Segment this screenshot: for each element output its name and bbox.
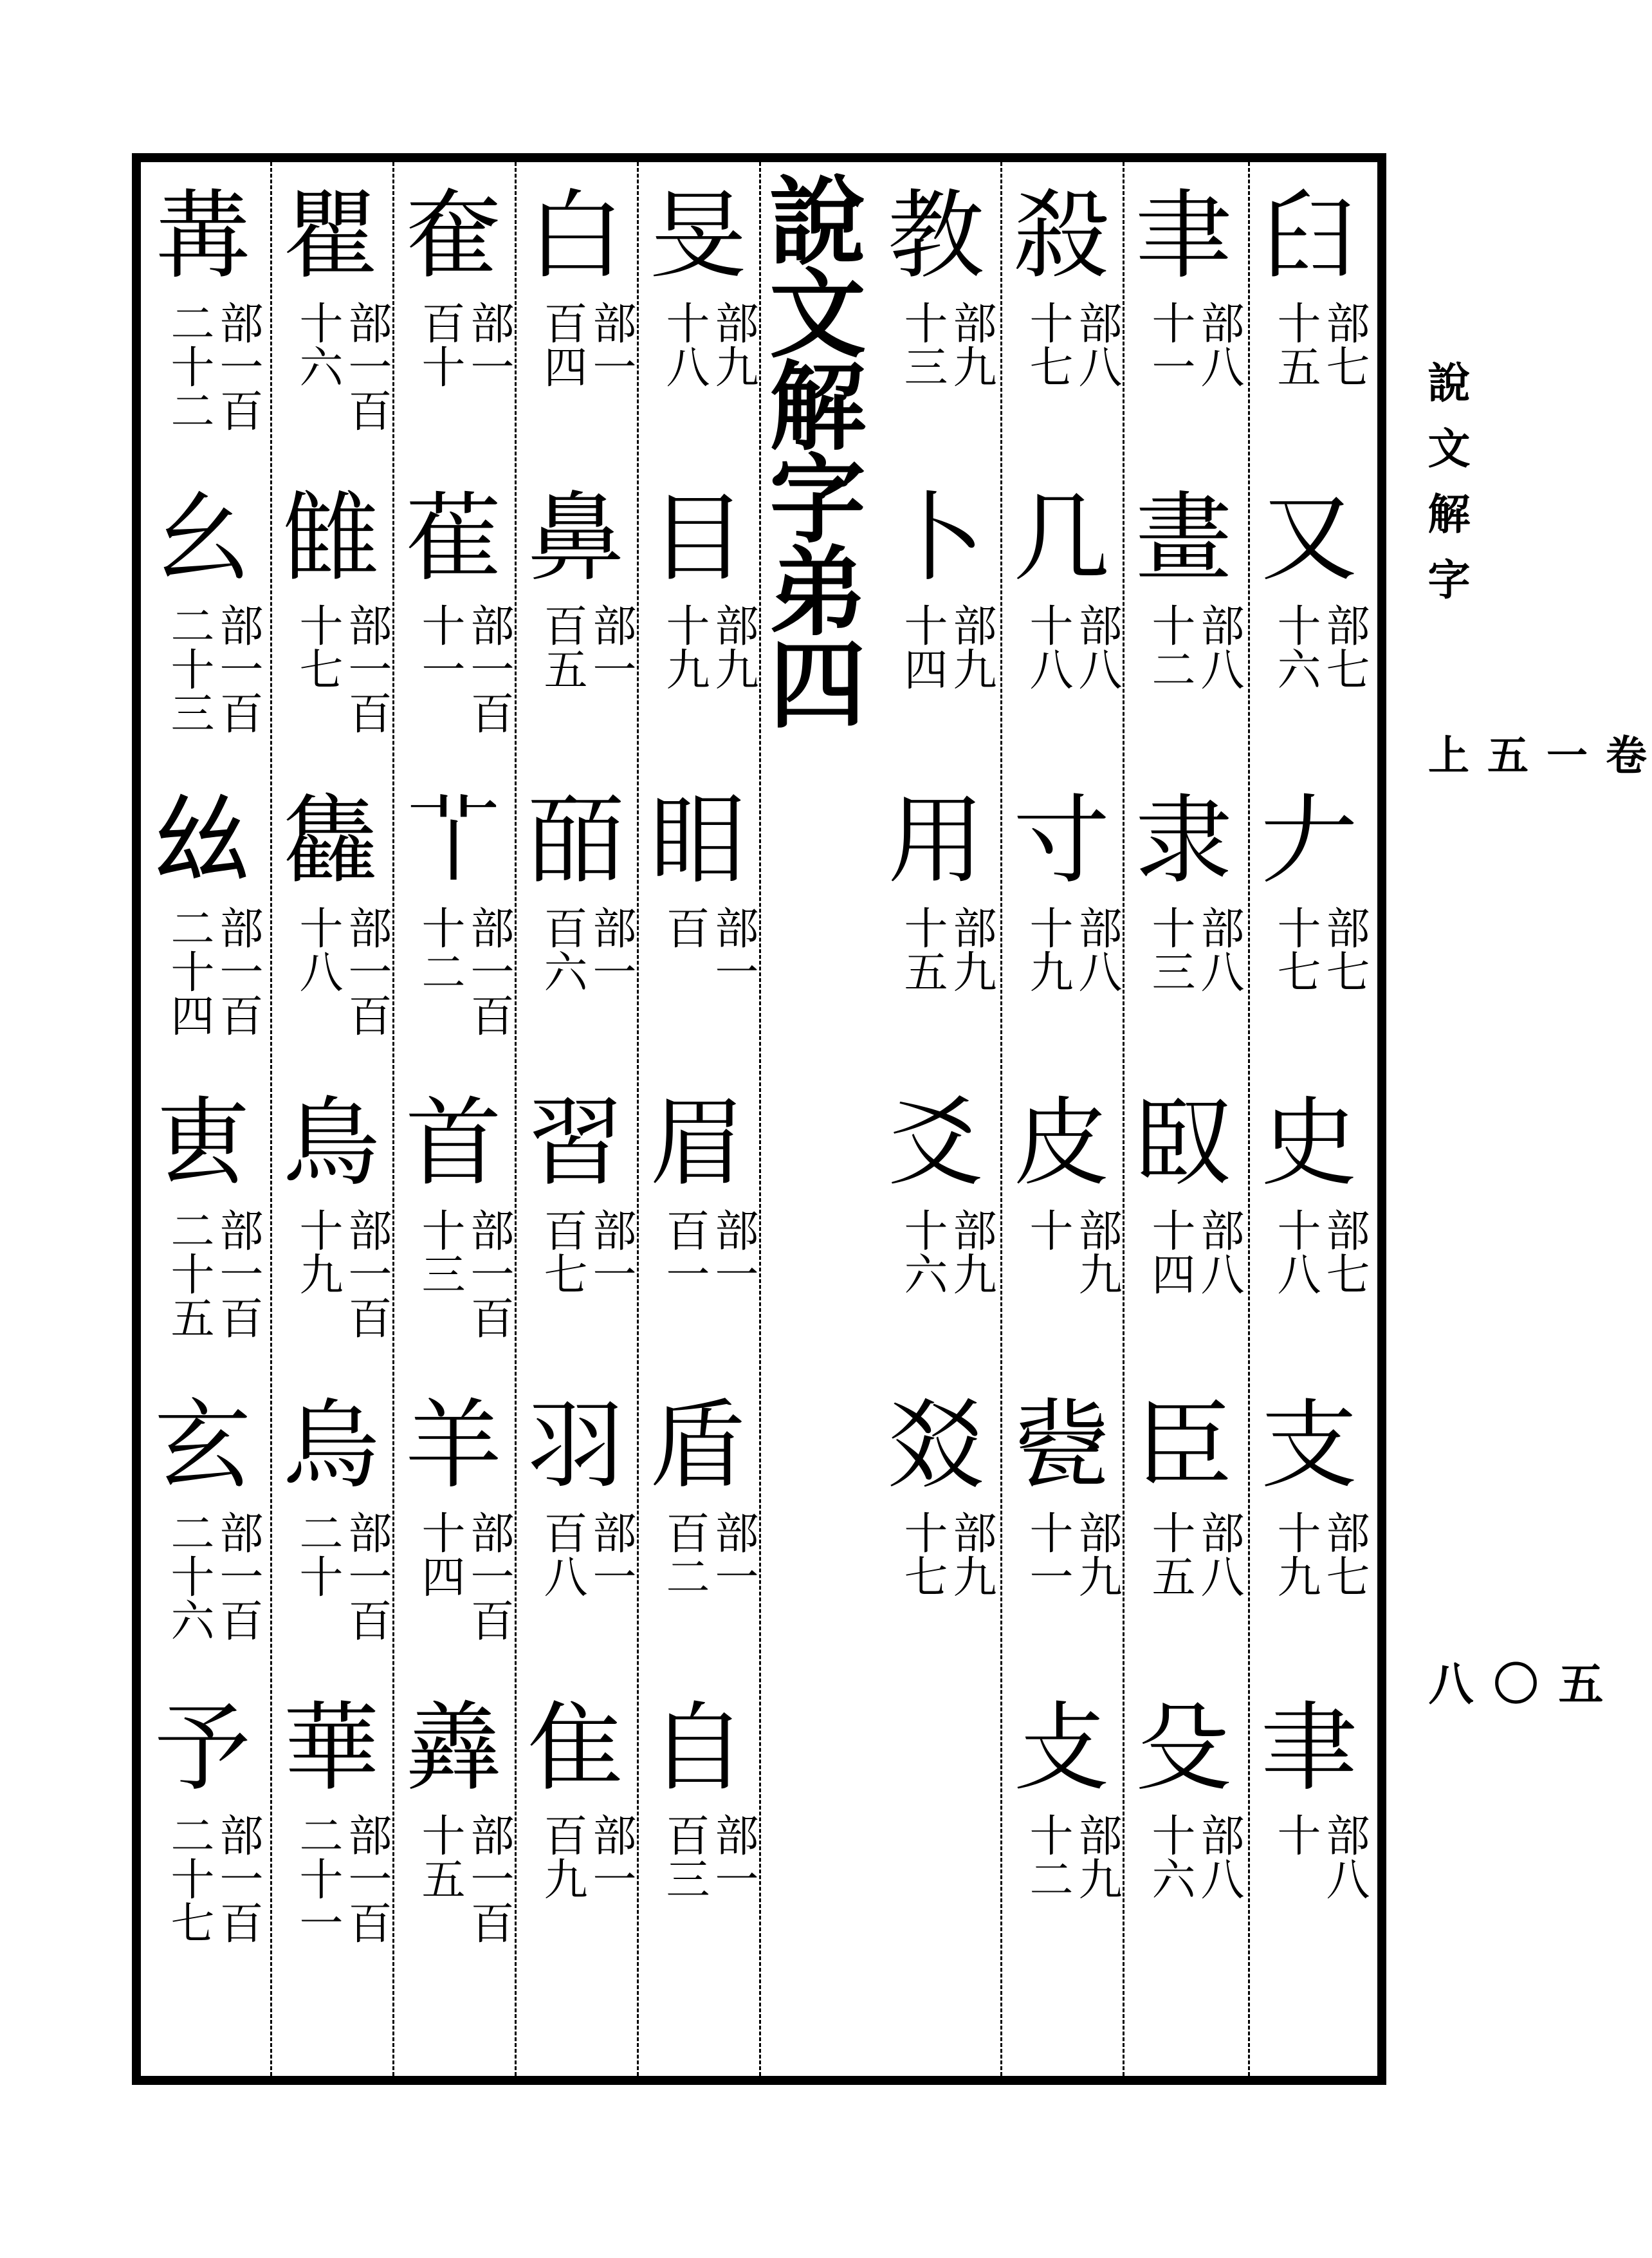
chapter-title-column — [753, 171, 868, 726]
radical-column — [637, 162, 759, 2076]
radical-number-a: 部一 — [585, 1510, 636, 1598]
seal-character: 奞 — [405, 180, 502, 292]
radical-number-a: 部九 — [946, 1510, 996, 1598]
radical-entry — [515, 1692, 637, 2003]
radical-number-b: 二十五 — [163, 1208, 214, 1339]
radical-number-a: 部一百 — [341, 1208, 392, 1339]
seal-character: 支 — [1260, 1390, 1357, 1502]
radical-entry — [637, 483, 759, 793]
radical-number-b: 百三 — [659, 1813, 710, 1900]
radical-entry — [392, 785, 515, 1095]
seal-character: 羽 — [527, 1390, 624, 1502]
seal-character: 華 — [282, 1692, 380, 1804]
radical-number-b: 十四 — [897, 603, 948, 690]
radical-entry — [515, 785, 637, 1095]
radical-entry — [1000, 180, 1123, 490]
radical-number-a: 部八 — [1193, 1208, 1244, 1295]
seal-character: 𠂇 — [1260, 785, 1357, 897]
margin-volume: 卷一五上 — [1421, 734, 1647, 775]
seal-character: 㸚 — [887, 1390, 984, 1502]
radical-number-b: 十一 — [414, 603, 465, 690]
seal-character: 習 — [527, 1087, 624, 1199]
radical-entry — [270, 1390, 392, 1700]
seal-character: 目 — [649, 483, 746, 595]
radical-entry — [1248, 1087, 1370, 1398]
chapter-title: 說文解字弟四 — [753, 171, 866, 726]
radical-number-a: 部一百 — [463, 1813, 514, 1944]
seal-character: 史 — [1260, 1087, 1357, 1199]
seal-character: 䀠 — [649, 785, 746, 897]
radical-number-b: 十五 — [1144, 1510, 1195, 1598]
radical-entry — [142, 1692, 264, 2003]
radical-entry — [270, 483, 392, 793]
radical-entry — [515, 180, 637, 490]
radical-number-b: 十六 — [897, 1208, 948, 1295]
margin-book-title: 說文解字 — [1420, 360, 1471, 623]
radical-number-a: 部八 — [1071, 603, 1122, 690]
radical-number-b: 十三 — [1144, 905, 1195, 993]
radical-entry — [1248, 180, 1370, 490]
radical-entry — [637, 180, 759, 490]
radical-number-a: 部一 — [585, 905, 636, 993]
radical-number-a: 部一百 — [463, 1208, 514, 1339]
radical-number-a: 部九 — [946, 1208, 996, 1295]
radical-number-b: 十五 — [414, 1813, 465, 1900]
radical-column — [1248, 162, 1370, 2076]
radical-number-b: 十三 — [897, 301, 948, 388]
seal-character: 臤 — [1135, 1087, 1232, 1199]
radical-number-a: 部八 — [1319, 1813, 1370, 1900]
radical-number-b: 百十 — [414, 301, 465, 388]
seal-character: 予 — [154, 1692, 251, 1804]
seal-character: 烏 — [282, 1390, 380, 1502]
radical-number-a: 部八 — [1193, 603, 1244, 690]
radical-entry — [875, 180, 997, 490]
radical-number-a: 部一百 — [341, 603, 392, 734]
radical-entry — [142, 483, 264, 793]
seal-character: 羴 — [405, 1692, 502, 1804]
seal-character: 瞿 — [282, 180, 380, 292]
radical-entry — [1000, 483, 1123, 793]
radical-number-a: 部一百 — [341, 905, 392, 1037]
radical-number-a: 部七 — [1319, 603, 1370, 690]
radical-number-a: 部八 — [1193, 1813, 1244, 1900]
radical-entry — [142, 1087, 264, 1398]
seal-character: 鼻 — [527, 483, 624, 595]
radical-number-a: 部九 — [708, 301, 758, 388]
seal-character: 卜 — [887, 483, 984, 595]
radical-number-b: 十七 — [897, 1510, 948, 1598]
radical-number-a: 部一百 — [212, 301, 263, 432]
seal-character: 白 — [527, 180, 624, 292]
radical-entry — [270, 180, 392, 490]
seal-character: 皮 — [1013, 1087, 1110, 1199]
radical-entry — [1248, 1692, 1370, 2003]
radical-number-a: 部九 — [946, 603, 996, 690]
radical-entry — [1248, 1390, 1370, 1700]
seal-character: 萑 — [405, 483, 502, 595]
radical-number-b: 百九 — [537, 1813, 587, 1900]
radical-number-a: 部一百 — [341, 1510, 392, 1642]
radical-entry — [515, 1087, 637, 1398]
radical-number-b: 十八 — [659, 301, 710, 388]
radical-number-a: 部一 — [708, 905, 758, 993]
radical-number-a: 部一 — [463, 301, 514, 388]
radical-number-b: 十八 — [1022, 603, 1073, 690]
radical-number-b: 百五 — [537, 603, 587, 690]
seal-character: 爻 — [887, 1087, 984, 1199]
radical-number-b: 十一 — [1022, 1510, 1073, 1598]
radical-number-b: 十九 — [292, 1208, 343, 1295]
seal-character: 聿 — [1135, 180, 1232, 292]
radical-entry — [392, 180, 515, 490]
radical-number-a: 部七 — [1319, 301, 1370, 388]
radical-number-a: 部七 — [1319, 1510, 1370, 1598]
radical-number-a: 部一百 — [341, 301, 392, 432]
radical-number-a: 部一百 — [463, 1510, 514, 1642]
margin-header — [1415, 360, 1647, 1705]
radical-number-b: 十三 — [414, 1208, 465, 1295]
radical-entry — [1123, 785, 1245, 1095]
radical-column — [875, 162, 997, 2076]
radical-column — [142, 162, 264, 2076]
seal-character: 隶 — [1135, 785, 1232, 897]
seal-character: 幺 — [154, 483, 251, 595]
radical-entry — [270, 1692, 392, 2003]
radical-number-a: 部九 — [708, 603, 758, 690]
radical-entry — [392, 1390, 515, 1700]
seal-character: 雔 — [282, 483, 380, 595]
radical-number-b: 十四 — [414, 1510, 465, 1598]
radical-number-a: 部九 — [946, 301, 996, 388]
radical-number-b: 百六 — [537, 905, 587, 993]
seal-character: 叀 — [154, 1087, 251, 1199]
seal-character: 隹 — [527, 1692, 624, 1804]
seal-character: 殺 — [1013, 180, 1110, 292]
radical-number-b: 百四 — [537, 301, 587, 388]
radical-number-a: 部一 — [585, 603, 636, 690]
radical-entry — [1123, 1087, 1245, 1398]
radical-number-b: 二十一 — [292, 1813, 343, 1944]
radical-number-b: 十二 — [414, 905, 465, 993]
radical-entry — [875, 1390, 997, 1700]
radical-number-a: 部九 — [1071, 1813, 1122, 1900]
radical-number-b: 十二 — [1144, 603, 1195, 690]
radical-number-b: 百 — [659, 905, 710, 949]
radical-number-b: 十七 — [1022, 301, 1073, 388]
seal-character: 首 — [405, 1087, 502, 1199]
seal-character: 雥 — [282, 785, 380, 897]
radical-number-b: 二十六 — [163, 1510, 214, 1642]
radical-number-a: 部九 — [946, 905, 996, 993]
radical-number-b: 十六 — [292, 301, 343, 388]
radical-entry — [392, 1087, 515, 1398]
radical-number-b: 十一 — [1144, 301, 1195, 388]
radical-entry — [142, 785, 264, 1095]
radical-entry — [637, 1390, 759, 1700]
seal-character: 用 — [887, 785, 984, 897]
seal-character: 𦫳 — [405, 785, 502, 897]
seal-character: 教 — [887, 180, 984, 292]
radical-number-a: 部九 — [1071, 1208, 1122, 1295]
seal-character: 又 — [1260, 483, 1357, 595]
radical-entry — [1123, 180, 1245, 490]
radical-number-a: 部八 — [1071, 905, 1122, 993]
seal-character: 皕 — [527, 785, 624, 897]
radical-number-b: 十 — [1022, 1208, 1073, 1252]
seal-character: 𢆶 — [154, 785, 251, 897]
radical-entry — [142, 1390, 264, 1700]
radical-column — [1123, 162, 1245, 2076]
radical-entry — [1000, 1692, 1123, 2003]
radical-number-b: 十九 — [1022, 905, 1073, 993]
radical-number-b: 二十四 — [163, 905, 214, 1037]
radical-number-a: 部一百 — [212, 905, 263, 1037]
radical-entry — [142, 180, 264, 490]
seal-character: 盾 — [649, 1390, 746, 1502]
radical-entry — [637, 1087, 759, 1398]
radical-number-a: 部一百 — [212, 1510, 263, 1642]
radical-entry — [875, 1087, 997, 1398]
radical-number-a: 部一百 — [341, 1813, 392, 1944]
radical-number-a: 部一百 — [463, 905, 514, 1037]
radical-number-a: 部一 — [708, 1813, 758, 1900]
radical-number-a: 部八 — [1193, 905, 1244, 993]
seal-character: 自 — [649, 1692, 746, 1804]
radical-entry — [1248, 483, 1370, 793]
radical-number-b: 十九 — [659, 603, 710, 690]
seal-character: 聿 — [1260, 1692, 1357, 1804]
radical-number-a: 部七 — [1319, 905, 1370, 993]
radical-entry — [875, 483, 997, 793]
radical-number-a: 部一 — [585, 1813, 636, 1900]
radical-column — [270, 162, 392, 2076]
seal-character: 攴 — [1013, 1692, 1110, 1804]
radical-number-b: 十四 — [1144, 1208, 1195, 1295]
radical-number-b: 十 — [1270, 1813, 1321, 1856]
radical-entry — [1123, 1692, 1245, 2003]
seal-character: 畫 — [1135, 483, 1232, 595]
radical-entry — [637, 785, 759, 1095]
radical-number-a: 部一百 — [212, 603, 263, 734]
seal-character: 殳 — [1135, 1692, 1232, 1804]
seal-character: 旻 — [649, 180, 746, 292]
radical-number-b: 二十七 — [163, 1813, 214, 1944]
seal-character: 臣 — [1135, 1390, 1232, 1502]
radical-number-b: 十二 — [1022, 1813, 1073, 1900]
seal-character: 眉 — [649, 1087, 746, 1199]
radical-number-a: 部一 — [708, 1510, 758, 1598]
radical-entry — [1000, 785, 1123, 1095]
radical-number-b: 百二 — [659, 1510, 710, 1598]
seal-character: 玄 — [154, 1390, 251, 1502]
seal-character: 冓 — [154, 180, 251, 292]
radical-number-b: 十五 — [897, 905, 948, 993]
seal-character: 几 — [1013, 483, 1110, 595]
seal-character: 㼱 — [1013, 1390, 1110, 1502]
radical-entry — [392, 483, 515, 793]
radical-entry — [515, 483, 637, 793]
radical-entry — [270, 1087, 392, 1398]
radical-number-b: 十六 — [1270, 603, 1321, 690]
radical-entry — [637, 1692, 759, 2003]
radical-number-a: 部一 — [585, 301, 636, 388]
radical-number-a: 部七 — [1319, 1208, 1370, 1295]
radical-number-b: 百一 — [659, 1208, 710, 1295]
seal-character: 羊 — [405, 1390, 502, 1502]
radical-column — [515, 162, 637, 2076]
radical-number-b: 十八 — [292, 905, 343, 993]
column-divider — [759, 162, 761, 2076]
radical-number-a: 部一 — [708, 1208, 758, 1295]
radical-number-b: 二十 — [292, 1510, 343, 1598]
radical-number-a: 部八 — [1193, 301, 1244, 388]
seal-character: 寸 — [1013, 785, 1110, 897]
radical-number-b: 百七 — [537, 1208, 587, 1295]
radical-entry — [1123, 483, 1245, 793]
radical-entry — [270, 785, 392, 1095]
radical-column — [1000, 162, 1123, 2076]
radical-number-a: 部九 — [1071, 1510, 1122, 1598]
radical-number-b: 十五 — [1270, 301, 1321, 388]
radical-number-b: 十七 — [1270, 905, 1321, 993]
radical-number-b: 二十三 — [163, 603, 214, 734]
radical-number-a: 部一百 — [463, 603, 514, 734]
radical-entry — [515, 1390, 637, 1700]
radical-entry — [392, 1692, 515, 2003]
radical-entry — [1123, 1390, 1245, 1700]
radical-entry — [1000, 1390, 1123, 1700]
seal-character: 鳥 — [282, 1087, 380, 1199]
radical-entry — [1000, 1087, 1123, 1398]
radical-number-b: 十八 — [1270, 1208, 1321, 1295]
radical-number-b: 十七 — [292, 603, 343, 690]
radical-number-a: 部一百 — [212, 1813, 263, 1944]
page-number: 五〇八 — [1421, 1660, 1604, 1705]
radical-number-a: 部一 — [585, 1208, 636, 1295]
radical-entry — [875, 785, 997, 1095]
radical-number-b: 百八 — [537, 1510, 587, 1598]
radical-column — [392, 162, 515, 2076]
radical-number-b: 二十二 — [163, 301, 214, 432]
radical-entry — [1248, 785, 1370, 1095]
radical-number-b: 十六 — [1144, 1813, 1195, 1900]
radical-number-a: 部八 — [1071, 301, 1122, 388]
radical-number-b: 十九 — [1270, 1510, 1321, 1598]
seal-character: 𦥑 — [1260, 180, 1357, 292]
radical-number-a: 部八 — [1193, 1510, 1244, 1598]
radical-number-a: 部一百 — [212, 1208, 263, 1339]
